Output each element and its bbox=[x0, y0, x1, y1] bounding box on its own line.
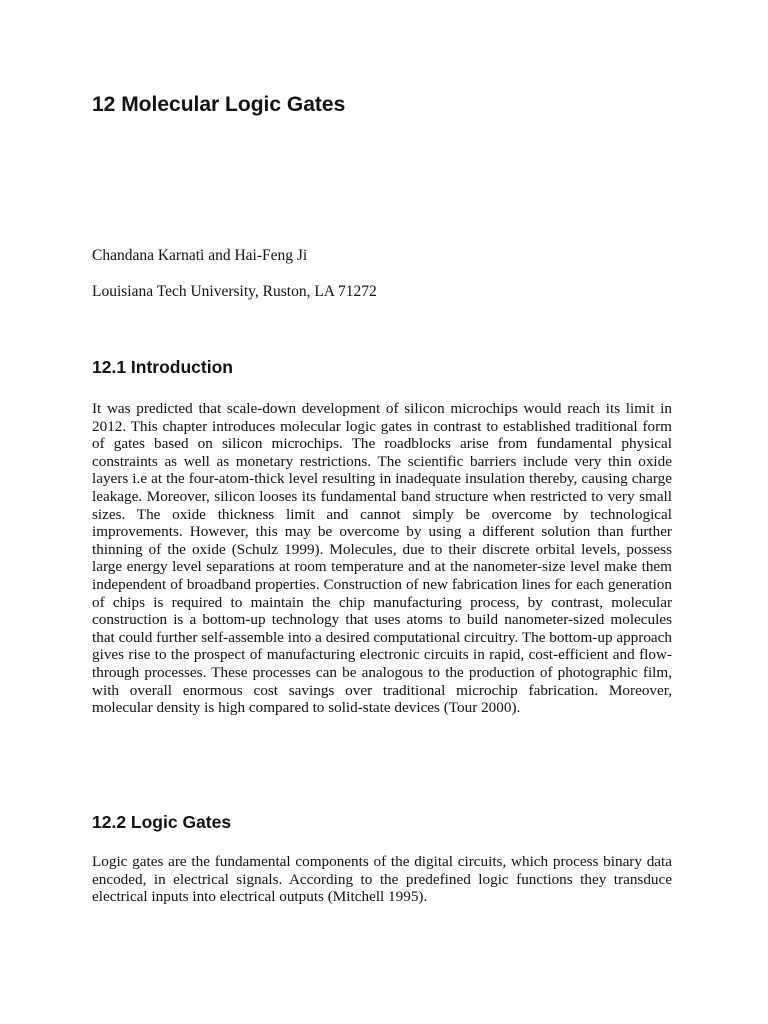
section-heading-logic-gates: 12.2 Logic Gates bbox=[92, 812, 232, 832]
chapter-title: 12 Molecular Logic Gates bbox=[92, 93, 346, 116]
section-body-logic-gates: Logic gates are the fundamental components of the digital circuits, which process binary data encoded, in electrical signals. According to the predefined logic functions they transduce electrical inputs into electrical outputs (Mitchell 1995). bbox=[92, 853, 672, 906]
section-body-introduction: It was predicted that scale-down development of silicon microchips would reach its limit in 2012. This chapter introduces molecular logic gates in contrast to established traditional form of gates based on silicon microchips. The roadblocks arise from fundamental physical constraints as well as monetary restrictions. The scientific barriers include very thin oxide layers i.e at the four-atom-thick level resulting in inadequate insulation thereby, causing charge leakage. Moreover, silicon looses its fundamental band structure when restricted to very small sizes. The oxide thickness limit and cannot simply be overcome by technological improvements. However, this may be overcome by using a different solution than further thinning of the oxide (Schulz 1999). Molecules, due to their discrete orbital levels, possess large energy level separations at room temperature and at the nanometer-size level make them independent of broadband properties. Construction of new fabrication lines for each generation of chips is required to maintain the chip manufacturing process, by contrast, molecular construction is a bottom-up technology that uses atoms to build nanometer-sized molecules that could further self-assemble into a desired computational circuitry. The bottom-up approach gives rise to the prospect of manufacturing electronic circuits in rapid, cost-efficient and flow-through processes. These processes can be analogous to the production of photographic film, with overall enormous cost savings over traditional microchip fabrication. Moreover, molecular density is high compared to solid-state devices (Tour 2000). bbox=[92, 400, 672, 717]
authors: Chandana Karnati and Hai-Feng Ji bbox=[92, 247, 308, 264]
affiliation: Louisiana Tech University, Ruston, LA 71272 bbox=[92, 283, 377, 300]
section-heading-introduction: 12.1 Introduction bbox=[92, 357, 233, 377]
